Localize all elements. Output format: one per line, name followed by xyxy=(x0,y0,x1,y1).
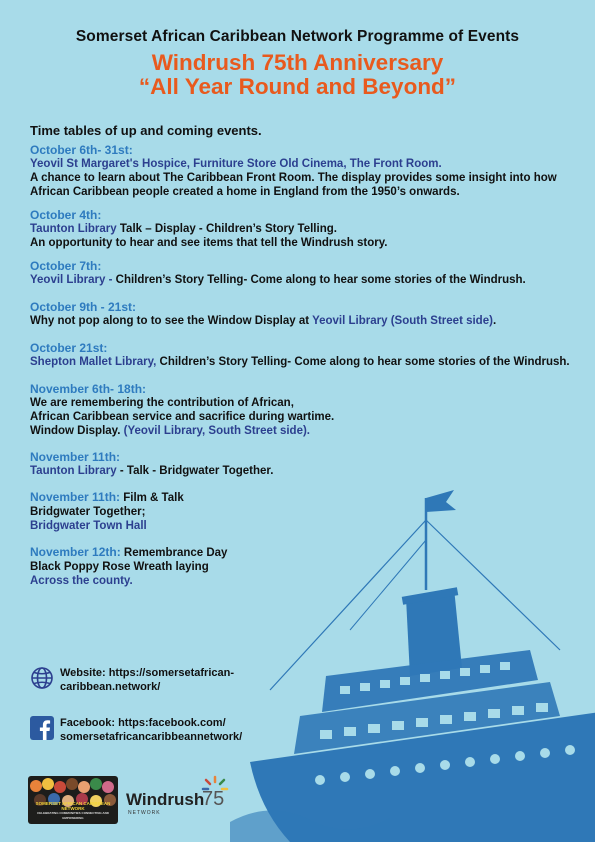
saccn-tagline: CELEBRATING COMMUNITIES CONNECTING AND EMPOWERING xyxy=(37,811,109,820)
starburst-icon xyxy=(200,774,230,804)
event-date: November 6th- 18th: xyxy=(30,382,147,396)
event-venue: Yeovil Library (South Street side) xyxy=(312,315,493,327)
event-venue-detail: Children’s Story Telling- Come along to hear some stories of the Windrush. xyxy=(112,274,526,286)
event-description-end: . xyxy=(492,315,497,327)
event-venue: Taunton Library xyxy=(30,465,117,477)
event-type: Remembrance Day xyxy=(120,547,228,559)
facebook-line-1[interactable]: Facebook: https:facebook.com/ xyxy=(60,717,226,729)
event-description: Why not pop along to to see the Window Display at xyxy=(30,315,313,327)
events-list xyxy=(30,143,580,597)
facebook-icon xyxy=(30,716,54,740)
event-venue: Across the county. xyxy=(30,575,133,587)
event-venue: Shepton Mallet Library, xyxy=(30,356,157,368)
event-item xyxy=(30,545,580,588)
event-date: November 12th: xyxy=(30,545,121,559)
event-date: October 6th- 31st: xyxy=(30,143,133,157)
intro-heading: Time tables of up and coming events. xyxy=(30,123,262,138)
event-venue-detail: - Talk - Bridgwater Together. xyxy=(116,465,274,477)
event-item xyxy=(30,208,580,250)
facebook-line-2[interactable]: somersetafricancaribbeannetwork/ xyxy=(60,731,243,743)
saccn-logo xyxy=(28,776,118,824)
event-date: October 4th: xyxy=(30,208,102,222)
website-line-1[interactable]: Website: https://somersetafrican- xyxy=(60,667,235,679)
anniversary-line-2: “All Year Round and Beyond” xyxy=(138,74,457,99)
globe-icon xyxy=(30,666,54,690)
windrush-number: 75 xyxy=(202,788,225,810)
website-text[interactable] xyxy=(60,666,234,694)
event-date: October 7th: xyxy=(30,259,102,273)
event-description-line-2: African Caribbean service and sacrifice during wartime. xyxy=(30,411,335,423)
windrush-sub: NETWORK xyxy=(128,810,161,816)
event-item xyxy=(30,341,580,369)
event-venue: Bridgwater Town Hall xyxy=(30,520,147,532)
saccn-name xyxy=(28,801,118,821)
event-type: Film & Talk xyxy=(120,492,184,504)
event-description-line-1: We are remembering the contribution of African, xyxy=(30,397,294,409)
header xyxy=(0,28,595,99)
org-title: Somerset African Caribbean Network Programme of Events xyxy=(75,28,520,45)
event-description-line-3: Window Display. xyxy=(30,425,121,437)
event-date: October 9th - 21st: xyxy=(30,300,137,314)
event-description: An opportunity to hear and see items that tell the Windrush story. xyxy=(30,237,388,249)
facebook-text[interactable] xyxy=(60,716,242,744)
event-venue: Yeovil Library - xyxy=(30,274,113,286)
facebook-contact[interactable] xyxy=(30,716,242,744)
event-item xyxy=(30,300,580,328)
event-description: A chance to learn about The Caribbean Front Room. The display provides some insight into how African Caribbean people created a home in England from the 1950’s onwards. xyxy=(30,172,557,198)
event-venue-detail: Talk – Display - Children’s Story Telling. xyxy=(116,223,337,235)
event-description: Bridgwater Together; xyxy=(30,506,146,518)
event-venue: Taunton Library xyxy=(30,223,117,235)
website-line-2[interactable]: caribbean.network/ xyxy=(60,681,161,693)
website-contact[interactable] xyxy=(30,666,234,694)
event-date: October 21st: xyxy=(30,341,108,355)
anniversary-line-1: Windrush 75th Anniversary xyxy=(151,50,444,75)
event-item xyxy=(30,450,580,478)
event-venue: Yeovil St Margaret's Hospice, Furniture Store Old Cinema, The Front Room. xyxy=(30,158,442,170)
event-venue-detail: Children’s Story Telling- Come along to hear some stories of the Windrush. xyxy=(156,356,570,368)
event-item xyxy=(30,490,580,533)
event-item xyxy=(30,259,580,287)
windrush-network-logo xyxy=(126,780,246,820)
event-date: November 11th: xyxy=(30,450,121,464)
event-description: Black Poppy Rose Wreath laying xyxy=(30,561,209,573)
event-venue: (Yeovil Library, South Street side). xyxy=(120,425,311,437)
anniversary-title xyxy=(0,51,595,99)
event-item xyxy=(30,382,580,438)
event-date: November 11th: xyxy=(30,490,121,504)
saccn-name-text: SOMERSET AFRICAN CARIBBEAN NETWORK xyxy=(35,801,111,811)
windrush-word: Windrush xyxy=(126,790,205,809)
event-item xyxy=(30,143,580,199)
